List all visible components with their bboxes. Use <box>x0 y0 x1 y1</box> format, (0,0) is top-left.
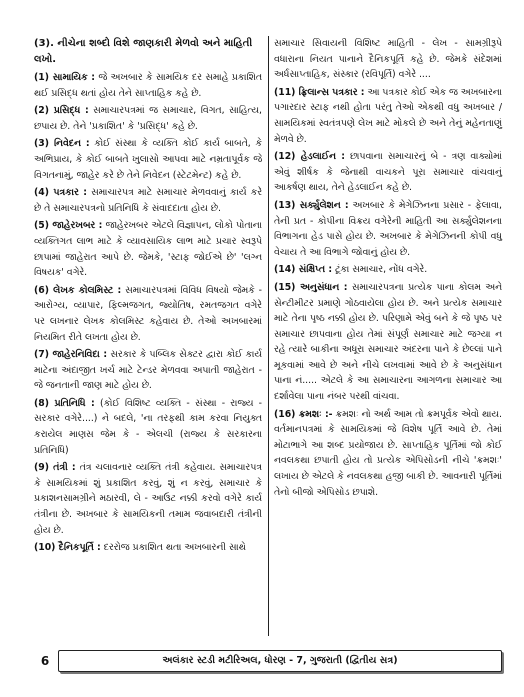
term-jahernivida <box>34 347 262 394</box>
term-definition: તંત્ર ચલાવનાર વ્યક્તિ તંત્રી કહેવાય. સમાચારપત્ર કે સામયિકમાં શું પ્રકાશિત કરવું, શું ન કરવું, સમાચાર કે પ્રકાશનસામગ્રીને મઠારવી, લે - આઉટ નક્કી કરવો વગેરે કાર્ય તંત્રીના છે. અખબાર કે સામયિકની તમામ જવાબદારી તંત્રીની હોય છે. <box>34 462 262 536</box>
term-definition: સમાચારપત્રમાં વિવિધ વિષયો જેમકે - આરોગ્ય, વ્યાપાર, ફિલ્મજગત, જ્યોતિષ, રમતજગત વગેરે પર લખનાર લેખક કોલમિસ્ટ કહેવાય છે. તેઓ અખબારમાં નિયમિત રીતે લખતા હોય છે. <box>34 284 262 343</box>
term-nivedan <box>34 136 262 183</box>
term-jaherkhabar <box>34 218 262 280</box>
section-heading: (3). નીચેના શબ્દો વિશે જાણકારી મેળવો અને માહિતી લખો. <box>34 38 253 65</box>
term-label: (3) નિવેદન : <box>34 138 90 150</box>
term-headline <box>274 149 502 196</box>
term-label: (9) તંત્રી : <box>34 462 76 474</box>
term-label: (12) હેડલાઈન : <box>274 151 345 163</box>
term-prasiddh <box>34 103 262 134</box>
term-lekhak-kolamist <box>34 283 262 345</box>
term-label: (11) ફ્રિલાન્સ પત્રકાર : <box>274 86 365 98</box>
term-definition: ટૂંકા સમાચાર, નોંધ વગેરે. <box>332 264 428 276</box>
term-sankshipt <box>274 262 502 278</box>
term-definition: સમાચારપત્રમાં જ સમાચાર, વિગત, સાહિત્ય, છપાય છે. તેને 'પ્રકાશિત' કે 'પ્રસિદ્ધ' કહે છે. <box>34 105 262 132</box>
term-samayik <box>34 70 262 101</box>
term-dainikpurti <box>34 540 262 556</box>
term-definition: ક્રમશઃ નો અર્થ આમ તો ક્રમપૂર્વક એવો થાય. વર્તમાનપત્રમાં કે સામયિકમાં જે વિશેષ પૂર્તિ આવે છે. તેમાં મોટાભાગે આ શબ્દ પ્રયોજાય છે. સાપ્તાહિક પૂર્તિમાં જો કોઈ નવલકથા છપાતી હોય તો પ્રત્યેક એપિસોડની નીચે 'ક્રમશઃ' લખાય છે એટલે કે નવલકથા હજી બાકી છે. આવનારી પૂર્તિમાં તેનો બીજો એપિસોડ છપાશે. <box>274 408 502 498</box>
term-definition: સમાચારપત્રના પ્રત્યેક પાના કોલમ અને સેન્ટીમીટર પ્રમાણે ગોઠવાયેલા હોય છે. અને પ્રત્યેક સમાચાર માટે તેના પૃષ્ઠ નક્કી હોય છે. પરિણામે એવું બને કે જે પૃષ્ઠ પર સમાચાર છાપવાના હોય તેમાં સંપૂર્ણ સમાચાર માટે જગ્યા ન રહે ત્યારે બાકીના અધૂરા સમાચાર અંદરના પાને કે છેલ્લાં પાને મૂકવામાં આવે છે અને નીચે લખવામાં આવે છે કે અનુસંધાન પાના નં..... એટલે કે આ સમાચારના આગળના સમાચાર આ દર્શાવેલા પાના નંબર પરથી વાંચવા. <box>274 281 502 403</box>
left-column <box>34 36 262 636</box>
term-label: (15) અનુસંધાન : <box>274 281 348 293</box>
term-patrakar <box>34 185 262 216</box>
term-definition: સમાચારપત્ર માટે સમાચાર મેળવવાનું કાર્ય કરે છે તે સમાચારપત્રનો પ્રતિનિધિ કે સંવાદદાતા હોય છે. <box>34 187 263 214</box>
term-label: (14) સંક્ષિપ્ત : <box>274 264 333 276</box>
term-definition: આ પત્રકાર કોઈ એક જ અખબારના પગારદાર સ્ટાફ નથી હોતા પરંતુ તેઓ એકથી વધુ અખબાર / સામયિકમાં સ્વતંત્રપણે લેખ માટે મોકલે છે અને તેનું મહેનતાણું મેળવે છે. <box>274 86 502 145</box>
page-footer <box>34 650 502 672</box>
term-label: (10) દૈનિકપૂર્તિ : <box>34 542 101 554</box>
term-definition: સમાચાર સિવાયની વિશિષ્ટ માહિતી - લેખ - સામગ્રીરૂપે વધારાના નિયત પાનાને દૈનિકપૂર્તિ કહે છે. જેમકે સંદેશમાં અર્ધસાપ્તાહિક, સંસ્કાર (રવિપૂર્તિ) વગેરે .... <box>274 38 502 81</box>
term-kramash <box>274 407 502 501</box>
right-column <box>274 36 502 636</box>
term-label: (4) પત્રકાર : <box>34 187 87 199</box>
column-divider <box>268 36 269 636</box>
term-label: (16) ક્રમશઃ :- <box>274 408 333 420</box>
footer-title: અલંકાર સ્ટડી મટીરિઅલ, ધોરણ - 7, ગુજરાતી (દ્વિતીય સત્ર) <box>58 650 502 672</box>
page-content <box>34 36 502 636</box>
term-label: (7) જાહેરનિવિદા : <box>34 349 108 361</box>
term-definition: જાહેરખબર એટલે વિજ્ઞાપન, લોકો પોતાના વ્યક્તિગત લાભ માટે કે વ્યાવસાયિક લાભ માટે પ્રચાર સ્વરૂપે છાપામાં જાહેરાત આપે છે. જેમકે, 'સ્ટાફ જોઈએ છે' 'લગ્ન વિષયક' વગેરે. <box>34 220 262 279</box>
term-label: (8) પ્રતિનિધિ : <box>34 397 95 409</box>
term-definition: કોઈ સંસ્થા કે વ્યક્તિ કોઈ કાર્ય બાબતે, કે અભિપ્રાય, કે કોઈ બાબતે ખુલાસો આપવા માટે નમ્રતાપૂર્વક જે વિગતનામું, જાહેર કરે છે તેને નિવેદન (સ્ટેટમેન્ટ) કહે છે. <box>34 138 262 181</box>
term-definition: છાપવાના સમાચારનું બે - ત્રણ વાક્યોમાં એવું શીર્ષક કે જેનાથી વાચકને પૂરા સમાચાર વાંચવાનું આકર્ષણ થાય, તેને હેડલાઈન કહે છે. <box>274 151 502 194</box>
term-label: (1) સામાયિક : <box>34 72 95 83</box>
term-definition: જે અખબાર કે સામયિક દર સમાહે પ્રકાશિત થઈ પ્રસિદ્ધ થતાં હોય તેને સાપ્તાહિક કહે છે. <box>34 72 262 99</box>
term-definition: (કોઈ વિશિષ્ટ વ્યક્તિ - સંસ્થા - રાજ્ય - સરકાર વગેરે....) ને બદલે, 'ના તરફથી કામ કરવા નિયુક્ત કરાયેલ માણસ જેમ કે - એલચી (રાજ્ય કે સરકારના પ્રતિનિધિ) <box>34 397 262 456</box>
term-definition: અખબાર કે મેગેઝિનના પ્રસાર - ફેલાવા, તેની પ્રત - કોપીના વિક્રય વગેરેની માહિતી આ સર્ક્યુલેશનના વિભાગના હેડ પાસે હોય છે. અખબાર કે મેગેઝિનની કોપી વધુ વેચાય તે આ વિભાગે જોવાનું હોય છે. <box>274 199 502 258</box>
term-definition: સરકાર કે પબ્લિક સેક્ટર દ્વારા કોઈ કાર્ય માટેના અંદાજીત ખર્ચ માટે ટેન્ડર મેળવવા અપાતી જાહેરાત - જે જનતાની જાણ માટે હોય છે. <box>34 349 262 392</box>
term-dainikpurti-continued <box>274 36 502 83</box>
term-anusandhan <box>274 280 502 405</box>
term-tantri <box>34 460 262 538</box>
term-label: (5) જાહેરખબર : <box>34 220 103 232</box>
term-label: (6) લેખક કોલમિસ્ટ : <box>34 284 122 296</box>
term-label: (2) પ્રસિદ્ધ : <box>34 105 89 117</box>
term-circulation <box>274 198 502 260</box>
page-number: 6 <box>40 654 50 668</box>
term-definition: દરરોજ પ્રકાશિત થતા અખબારની સાથે <box>100 542 246 554</box>
term-label: (13) સર્ક્યુલેશન : <box>274 199 349 211</box>
term-freelance-patrakar <box>274 85 502 147</box>
term-pratinidhi <box>34 396 262 458</box>
